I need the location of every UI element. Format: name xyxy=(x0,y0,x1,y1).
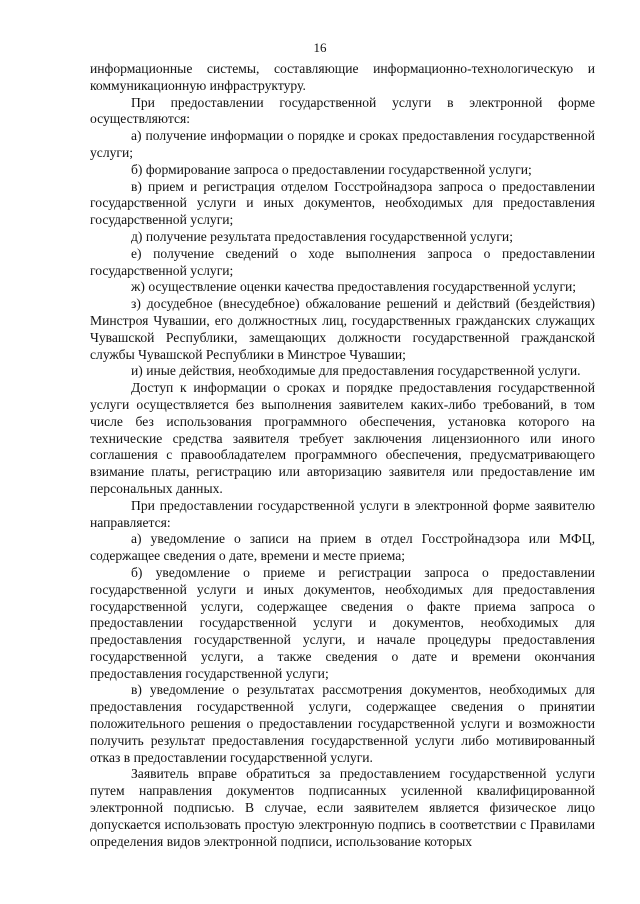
paragraph-notifications-intro: При предоставлении государственной услуги в электронной форме заявителю направляется: xyxy=(90,497,595,530)
paragraph-access-info: Доступ к информации о сроках и порядке предоставления государственной услуги осуществляется без выполнения заявителем каких-либо требований, в том числе без использования программного обеспечения, установка которого на технические средства заявителя требует заключения лицензионного или иного соглашения с правообладателем программного обеспечения, предусматривающего взимание платы, регистрацию или авторизацию заявителя или предоставление им персональных данных. xyxy=(90,380,595,496)
list-item-e: е) получение сведений о ходе выполнения запроса о предоставлении государственной услуги; xyxy=(90,245,595,278)
list-item-z: з) досудебное (внесудебное) обжалование решений и действий (бездействия) Минстроя Чувашии, его должностных лиц, государственных гражданских служащих Чувашской Республики, замещающих должности государственной гражданской службы Чувашской Республики в Минстрое Чувашии; xyxy=(90,296,595,362)
list-item-d: д) получение результата предоставления государственной услуги; xyxy=(131,228,513,244)
paragraph-continuation: информационные системы, составляющие информационно-технологическую и коммуникационную инфраструктуру. xyxy=(90,61,595,93)
notification-item-a: а) уведомление о записи на прием в отдел Госстройнадзора или МФЦ, содержащее сведения о дате, времени и месте приема; xyxy=(90,531,595,564)
list-item-zh: ж) осуществление оценки качества предоставления государственной услуги; xyxy=(131,279,577,295)
list-item-i: и) иные действия, необходимые для предоставления государственной услуги. xyxy=(131,363,581,379)
paragraph-electronic-signature: Заявитель вправе обратиться за предоставлением государственной услуги путем направления документов подписанных усиленной квалифицированной электронной подписью. В случае, если заявителем является физическое лицо допускается использовать простую электронную подпись в соответствии с Правилами определения видов электронной подписи, использование которых xyxy=(90,766,595,849)
notification-item-b: б) уведомление о приеме и регистрации запроса о предоставлении государственной услуги и иных документов, необходимых для предоставления государственной услуги, содержащее сведения о факте приема запроса о предоставлении государственной услуги и документов, необходимых для предоставления государственной услуги, и начале процедуры предоставления государственной услуги, а также сведения о дате и времени окончания предоставления государственной услуги; xyxy=(90,564,595,681)
list-item-a: а) получение информации о порядке и сроках предоставления государственной услуги; xyxy=(90,128,595,160)
body-text xyxy=(90,61,595,850)
list-item-v: в) прием и регистрация отделом Госстройнадзора запроса о предоставлении государственной услуги и иных документов, необходимых для предоставления государственной услуги; xyxy=(90,178,595,228)
page-number: 16 xyxy=(313,40,327,55)
notification-item-v: в) уведомление о результатах рассмотрения документов, необходимых для предоставления государственной услуги, содержащее сведения о принятии положительного решения о предоставлении государственной услуги и возможности получить результат предоставления государственной услуги либо мотивированный отказ в предоставлении государственной услуги. xyxy=(90,682,595,765)
list-item-b: б) формирование запроса о предоставлении государственной услуги; xyxy=(131,161,532,177)
paragraph-electronic-form-intro: При предоставлении государственной услуги в электронной форме осуществляются: xyxy=(90,94,595,127)
